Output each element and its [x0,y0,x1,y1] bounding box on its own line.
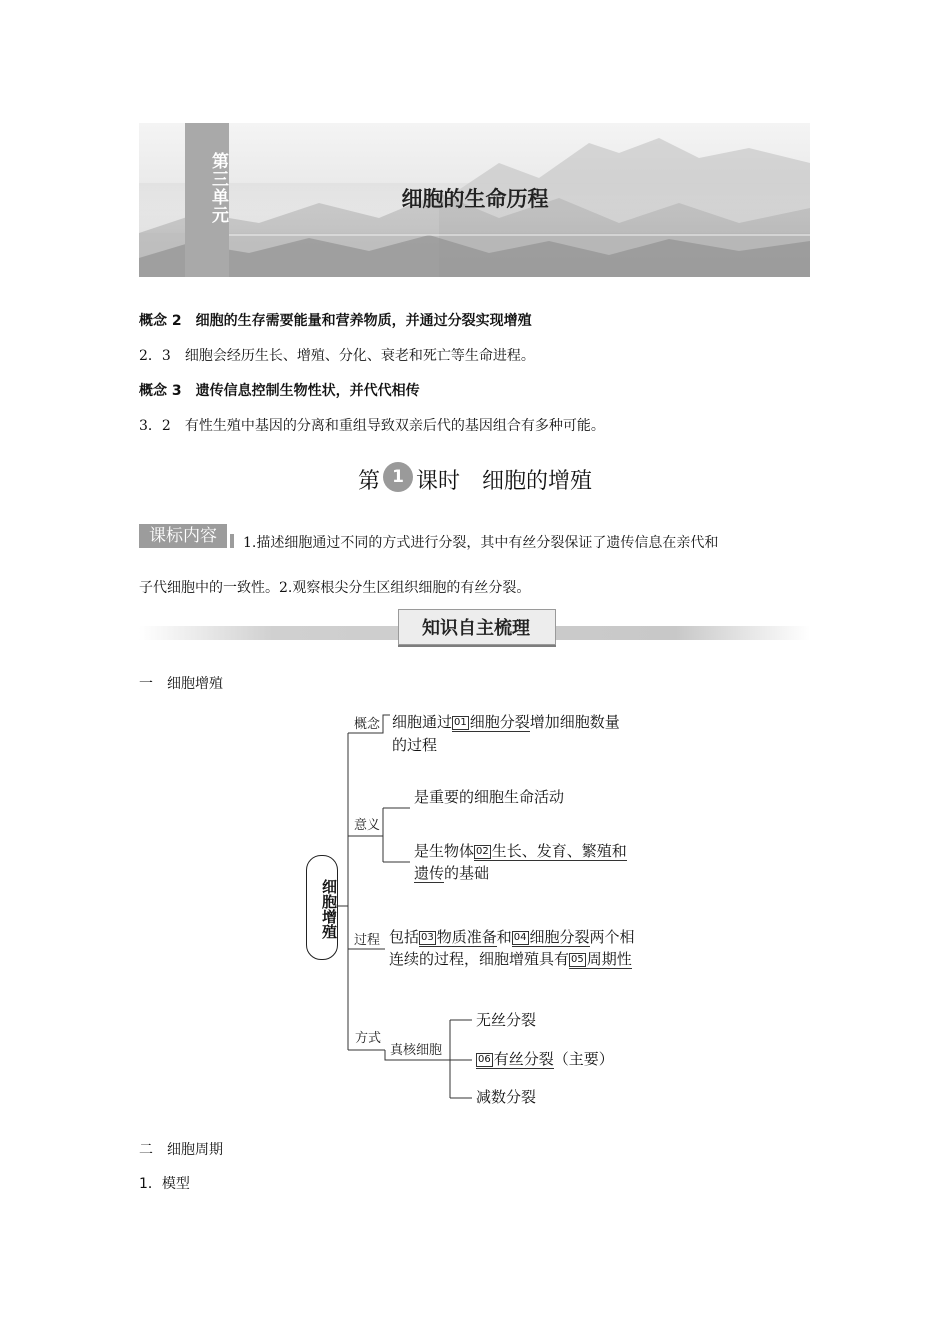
standard-2-3: 2．3 细胞会经历生长、增殖、分化、衰老和死亡等生命进程。 [139,348,535,364]
answer-02 [474,842,627,861]
standard-concept-2: 概念 2 细胞的生存需要能量和营养物质，并通过分裂实现增殖 [139,313,532,329]
answer-06 [476,1050,554,1069]
answer-number-04: 04 [513,932,527,943]
curriculum-line-2: 子代细胞中的一致性。2.观察根尖分生区组织细胞的有丝分裂。 [139,580,531,596]
concept-post: 增加细胞数量 [529,713,620,731]
standard-3-2: 3．2 有性生殖中基因的分离和重组导致双亲后代的基因组合有多种可能。 [139,418,605,434]
significance-item-2-line-1 [414,840,627,862]
mode-item-mitosis [476,1048,614,1070]
mindmap-label-process: 过程 [354,933,381,948]
concept-line-2: 的过程 [392,736,438,754]
answer-text-03: 物质准备 [436,928,497,946]
significance-item-2-line-2 [414,862,489,884]
answer-number-03: 03 [421,932,434,943]
answer-number-01: 01 [454,717,467,728]
mindmap-label-significance: 意义 [354,818,381,833]
answer-text-06: 有丝分裂 [493,1050,554,1068]
answer-04 [512,928,590,947]
curriculum-badge: 课标内容 [139,524,227,548]
mitosis-note: （主要） [553,1050,614,1068]
section-ribbon-title: 知识自主梳理 [422,618,530,639]
process-mid: 和 [496,928,512,946]
concept-line-1 [392,711,620,733]
significance-item2-pre: 是生物体 [414,842,475,860]
answer-number-06: 06 [478,1054,491,1065]
answer-number-02: 02 [476,846,489,857]
section-heading-cell-proliferation: 一 细胞增殖 [139,676,223,692]
section-heading-cell-cycle: 二 细胞周期 [139,1142,223,1158]
mindmap-label-mode: 方式 [355,1031,382,1046]
lesson-name: 课时 细胞的增殖 [416,469,593,494]
lesson-number-badge: 1 [383,462,413,492]
unit-label: 第三单元 [208,152,228,224]
process-pre: 包括 [389,928,420,946]
process-line-1 [389,926,635,948]
significance-item-1: 是重要的细胞生命活动 [414,788,565,806]
answer-01 [452,713,530,732]
answer-number-05: 05 [571,954,584,965]
mindmap-label-concept: 概念 [354,717,381,732]
mode-item-meiosis: 减数分裂 [476,1088,537,1106]
answer-03 [419,928,497,947]
answer-text-01: 细胞分裂 [469,713,530,731]
mindmap-label-eukaryote: 真核细胞 [390,1043,443,1058]
answer-text-02b: 遗传 [414,864,445,882]
concept-pre: 细胞通过 [392,713,453,731]
curriculum-line-1: 1.描述细胞通过不同的方式进行分裂，其中有丝分裂保证了遗传信息在亲代和 [243,535,719,551]
process-line2-pre: 连续的过程，细胞增殖具有 [389,950,570,968]
subsection-model: 1．模型 [139,1176,190,1192]
answer-text-02a: 生长、发育、繁殖和 [491,842,627,860]
answer-text-05: 周期性 [586,950,632,968]
standard-concept-3: 概念 3 遗传信息控制生物性状，并代代相传 [139,383,420,399]
unit-title: 细胞的生命历程 [401,187,549,211]
answer-05 [569,950,632,969]
significance-item2-post: 的基础 [444,864,490,882]
process-post: 两个相 [589,928,635,946]
mindmap-root: 细胞增殖 [320,879,338,939]
process-line-2 [389,948,632,970]
lesson-prefix: 第 [357,469,380,494]
answer-text-04: 细胞分裂 [529,928,590,946]
mode-item-amitosis: 无丝分裂 [476,1011,537,1029]
